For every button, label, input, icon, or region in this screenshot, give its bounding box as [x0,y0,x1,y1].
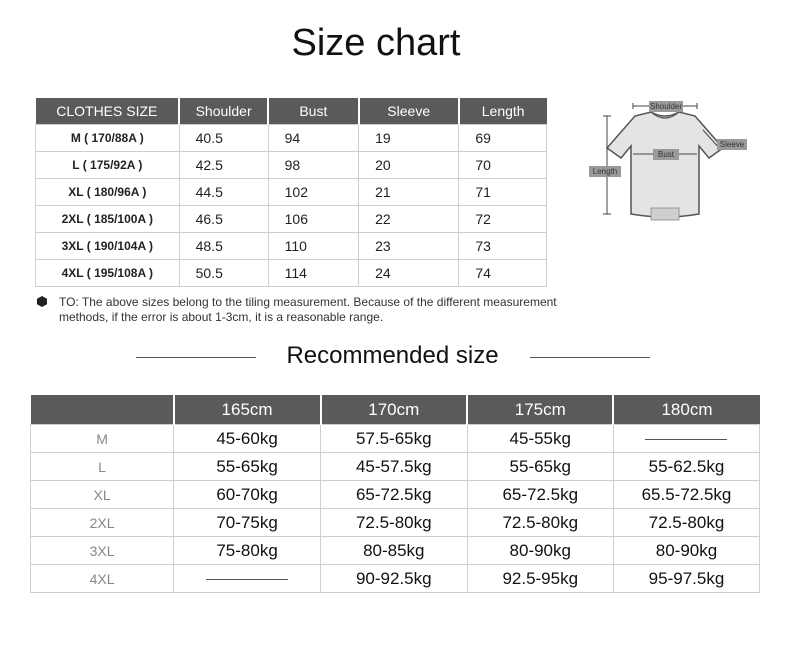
divider-right [530,357,650,358]
shoulder-cell: 42.5 [179,152,268,179]
length-cell: 74 [459,260,547,287]
diagram-label-sleeve: Sleeve [719,140,745,149]
hexagon-bullet-icon [37,296,47,307]
measurement-note [37,295,557,325]
weight-cell: 90-92.5kg [321,565,467,593]
table-row [31,565,760,593]
table-row [36,179,547,206]
size-table-header [36,98,547,125]
weight-cell: 57.5-65kg [321,425,467,453]
table-row [36,152,547,179]
size-cell: M [31,425,174,453]
shoulder-cell: 48.5 [179,233,268,260]
weight-cell: 92.5-95kg [467,565,613,593]
weight-cell: 55-62.5kg [613,453,759,481]
table-row [36,260,547,287]
bust-cell: 98 [268,152,358,179]
bust-cell: 94 [268,125,358,152]
size-cell: 4XL ( 195/108A ) [36,260,180,287]
header-shoulder: Shoulder [179,98,268,125]
length-cell: 70 [459,152,547,179]
weight-cell-empty [613,425,759,453]
recommended-table-header [31,395,760,425]
size-cell: 2XL ( 185/100A ) [36,206,180,233]
weight-cell: 65.5-72.5kg [613,481,759,509]
tshirt-icon [607,112,723,220]
weight-cell: 45-60kg [174,425,321,453]
size-cell: L ( 175/92A ) [36,152,180,179]
weight-cell: 72.5-80kg [613,509,759,537]
weight-cell: 60-70kg [174,481,321,509]
size-cell: L [31,453,174,481]
dash-placeholder [206,579,288,580]
size-cell: XL [31,481,174,509]
size-cell: 3XL [31,537,174,565]
weight-cell: 80-90kg [467,537,613,565]
weight-cell: 55-65kg [174,453,321,481]
length-cell: 71 [459,179,547,206]
header-height: 165cm [174,395,321,425]
length-cell: 69 [459,125,547,152]
header-height: 180cm [613,395,759,425]
shoulder-cell: 46.5 [179,206,268,233]
size-cell: M ( 170/88A ) [36,125,180,152]
weight-cell: 55-65kg [467,453,613,481]
table-row [36,233,547,260]
weight-cell: 95-97.5kg [613,565,759,593]
size-measurement-table [35,98,547,287]
weight-cell: 75-80kg [174,537,321,565]
header-sleeve: Sleeve [359,98,459,125]
shoulder-cell: 44.5 [179,179,268,206]
bust-cell: 102 [268,179,358,206]
weight-cell: 80-90kg [613,537,759,565]
recommended-size-table [30,395,760,593]
divider-left [136,357,256,358]
table-row [36,206,547,233]
bust-cell: 110 [268,233,358,260]
weight-cell: 45-55kg [467,425,613,453]
sleeve-cell: 23 [359,233,459,260]
weight-cell: 65-72.5kg [467,481,613,509]
bust-cell: 106 [268,206,358,233]
header-height: 170cm [321,395,467,425]
header-bust: Bust [268,98,358,125]
weight-cell: 65-72.5kg [321,481,467,509]
size-cell: 2XL [31,509,174,537]
table-row [31,481,760,509]
sleeve-cell: 20 [359,152,459,179]
header-length: Length [459,98,547,125]
recommended-title: Recommended size [286,342,499,369]
diagram-label-length: Length [592,167,618,176]
weight-cell-empty [174,565,321,593]
length-cell: 72 [459,206,547,233]
shoulder-cell: 40.5 [179,125,268,152]
weight-cell: 70-75kg [174,509,321,537]
weight-cell: 72.5-80kg [321,509,467,537]
note-text: TO: The above sizes belong to the tiling measurement. Because of the different measurement methods, if the error is about 1-3cm, it is a reasonable range. [59,295,557,324]
dash-placeholder [645,439,727,440]
sleeve-cell: 19 [359,125,459,152]
page-title: Size chart [291,22,461,64]
tshirt-measurement-diagram [585,98,755,228]
header-clothes-size: CLOTHES SIZE [36,98,180,125]
sleeve-cell: 21 [359,179,459,206]
diagram-label-bust: Bust [657,150,675,159]
table-row [36,125,547,152]
diagram-label-shoulder: Shoulder [649,102,683,111]
table-row [31,537,760,565]
sleeve-cell: 22 [359,206,459,233]
table-row [31,425,760,453]
weight-cell: 72.5-80kg [467,509,613,537]
bust-cell: 114 [268,260,358,287]
shoulder-cell: 50.5 [179,260,268,287]
sleeve-cell: 24 [359,260,459,287]
header-blank [31,395,174,425]
table-row [31,509,760,537]
table-row [31,453,760,481]
weight-cell: 80-85kg [321,537,467,565]
header-height: 175cm [467,395,613,425]
length-cell: 73 [459,233,547,260]
size-cell: XL ( 180/96A ) [36,179,180,206]
size-cell: 3XL ( 190/104A ) [36,233,180,260]
size-cell: 4XL [31,565,174,593]
weight-cell: 45-57.5kg [321,453,467,481]
